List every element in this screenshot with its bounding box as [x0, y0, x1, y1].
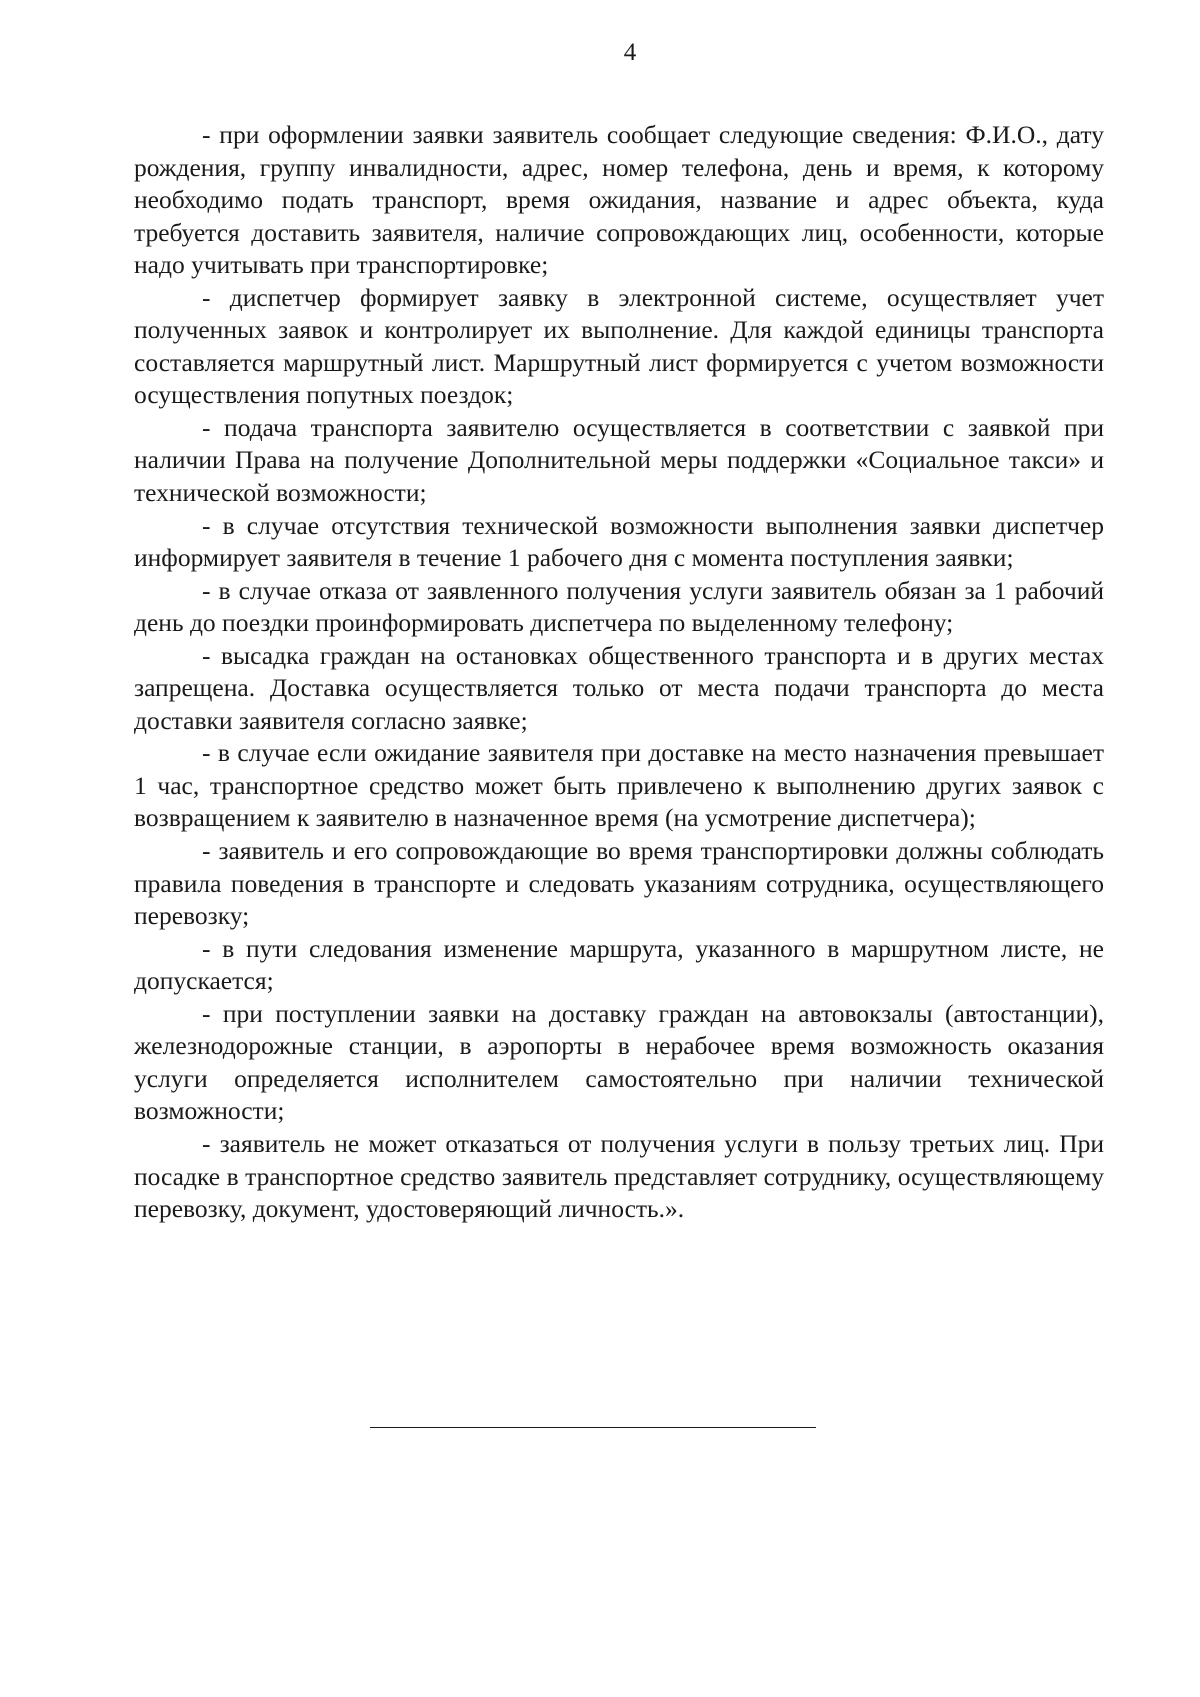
paragraph-application-details: - при оформлении заявки заявитель сообщает следующие сведения: Ф.И.О., дату рождения, группу инвалидности, адрес, номер телефона, день и время, к которому необходимо подать транспорт, время ожидания, название и адрес объекта, куда требуется доставить заявителя, наличие сопровождающих лиц, особенности, которые надо учитывать при транспортировке;	[134, 120, 1104, 280]
paragraph-drop-off-prohibited: - высадка граждан на остановках общественного транспорта и в других местах запрещена. Доставка осуществляется только от места подачи транспорта до места доставки заявителя согласно заявке;	[134, 640, 1104, 735]
paragraph-stations-after-hours: - при поступлении заявки на доставку граждан на автовокзалы (автостанции), железнодорожные станции, в аэропорты в нерабочее время возможность оказания услуги определяется исполнителем самостоятельно при наличии технической возможности;	[134, 998, 1104, 1126]
page-number: 4	[623, 39, 637, 66]
document-body	[134, 119, 1104, 1226]
paragraph-conduct-rules: - заявитель и его сопровождающие во время транспортировки должны соблюдать правила поведения в транспорте и следовать указаниям сотрудника, осуществляющего перевозку;	[134, 836, 1104, 931]
closing-divider-line	[370, 1427, 816, 1428]
paragraph-route-change: - в пути следования изменение маршрута, указанного в маршрутном листе, не допускается;	[134, 933, 1104, 996]
paragraph-dispatcher-forms-request: - диспетчер формирует заявку в электронной системе, осуществляет учет полученных заявок и контролирует их выполнение. Для каждой единицы транспорта составляется маршрутный лист. Маршрутный лист формируется с учетом возможности осуществления попутных поездок;	[134, 282, 1104, 410]
paragraph-transport-delivery: - подача транспорта заявителю осуществляется в соответствии с заявкой при наличии Права на получение Дополнительной меры поддержки «Социальное такси» и технической возможности;	[134, 412, 1104, 508]
paragraph-no-technical-possibility: - в случае отсутствия технической возможности выполнения заявки диспетчер информирует заявителя в течение 1 рабочего дня с момента поступления заявки;	[134, 510, 1104, 573]
paragraph-refusal-notice: - в случае отказа от заявленного получения услуги заявитель обязан за 1 рабочий день до поездки проинформировать диспетчера по выделенному телефону;	[134, 575, 1104, 638]
paragraph-third-parties: - заявитель не может отказаться от получения услуги в пользу третьих лиц. При посадке в транспортное средство заявитель представляет сотруднику, осуществляющему перевозку, документ, удостоверяющий личность.».	[134, 1128, 1104, 1224]
paragraph-waiting-over-hour: - в случае если ожидание заявителя при доставке на место назначения превышает 1 час, транспортное средство может быть привлечено к выполнению других заявок с возвращением к заявителю в назначенное время (на усмотрение диспетчера);	[134, 738, 1104, 833]
